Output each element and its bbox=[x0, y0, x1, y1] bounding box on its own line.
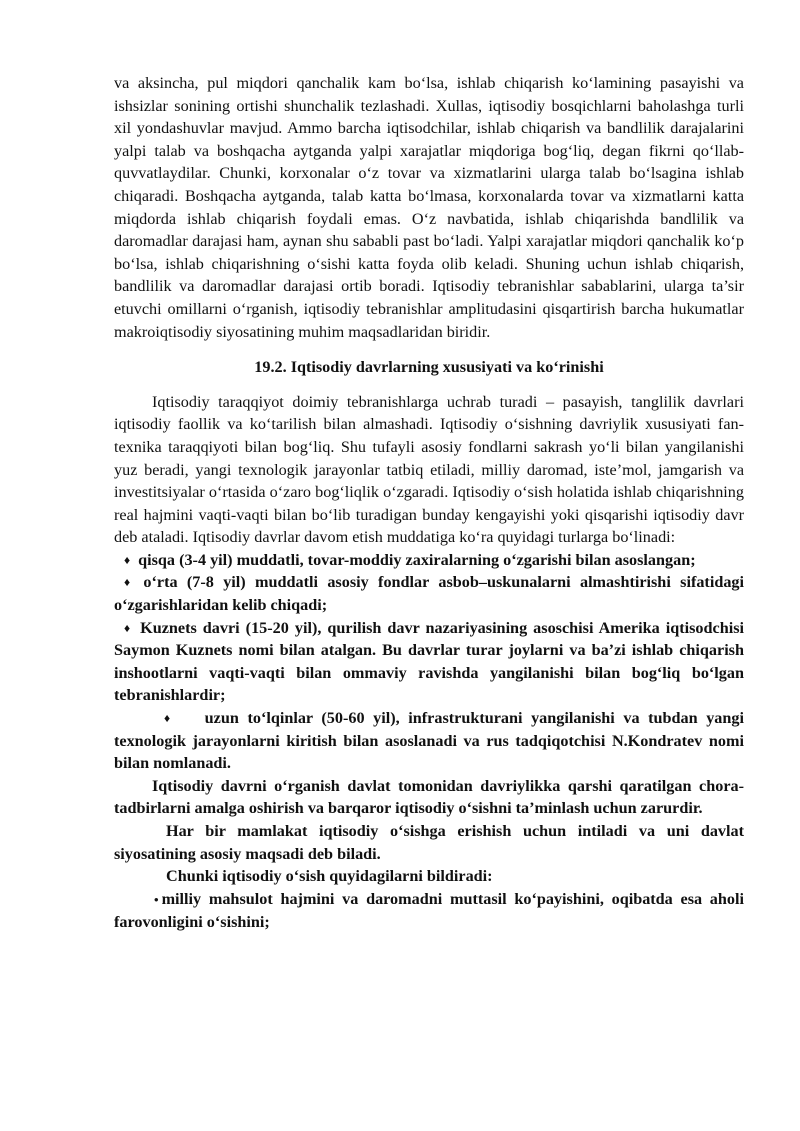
diamond-bullet-icon: ♦ bbox=[164, 711, 175, 726]
document-page bbox=[114, 72, 744, 934]
list-item-text: qisqa (3-4 yil) muddatli, tovar-moddiy zaxiralarning o‘zgarishi bilan asoslangan; bbox=[138, 550, 696, 569]
body-paragraph-5: Chunki iqtisodiy o‘sish quyidagilarni bildiradi: bbox=[166, 867, 493, 886]
body-paragraph-2: Iqtisodiy taraqqiyot doimiy tebranishlarga uchrab turadi – pasayish, tanglilik davrlari iqtisodiy faollik va ko‘tarilish bilan almashadi. Iqtisodiy o‘sishning davriylik xususiyati fan-texnika taraqqiyoti bilan bog‘liq. Shu tufayli asosiy fondlarni sakrash yo‘li bilan yangilanishi yuz beradi, yangi texnologik jarayonlar tatbiq etiladi, milliy daromad, iste’mol, jamgarish va investitsiyalar o‘rtasida o‘zaro bog‘liqlik o‘zgaradi. Iqtisodiy o‘sish holatida ishlab chiqarishning real hajmini vaqti-vaqti bilan bo‘lib turadigan bunday kengayishi yoki qisqarishi iqtisodiy davr deb ataladi. Iqtisodiy davrlar davom etish muddatiga ko‘ra quyidagi turlarga bo‘linadi: bbox=[114, 392, 744, 547]
body-paragraph-4: Har bir mamlakat iqtisodiy o‘sishga erishish uchun intiladi va uni davlat siyosatining asosiy maqsadi deb biladi. bbox=[114, 822, 744, 863]
list-item bbox=[114, 549, 744, 572]
list-item-text: Kuznets davri (15-20 yil), qurilish davr nazariyasining asoschisi Amerika iqtisodchisi Saymon Kuznets nomi bilan atalgan. Bu davrlar turar joylarni va ba’zi ishlab chiqarish inshootlarni vaqti-vaqti bilan ommaviy ravishda yangilanishi bilan bog‘liq bo‘lgan tebranishlardir; bbox=[114, 618, 745, 705]
list-item bbox=[114, 707, 744, 775]
diamond-bullet-icon: ♦ bbox=[124, 575, 136, 590]
dot-bullet-icon: • bbox=[154, 891, 159, 907]
body-paragraph-1: va aksincha, pul miqdori qanchalik kam bo‘lsa, ishlab chiqarish ko‘lamining pasayishi va ishsizlar sonining ortishi shunchalik tezlashadi. Xullas, iqtisodiy bosqichlarni baholashga turli xil yondashuvlar mavjud. Ammo barcha iqtisodchilar, ishlab chiqarish va bandlilik darajalarini yalpi talab va boshqacha aytganda yalpi xarajatlar miqdoriga bog‘liq, degan fikrni qo‘llab-quvvatlaydilar. Chunki, korxonalar o‘z tovar va xizmatlarini ularga talab bo‘lsagina ishlab chiqaradi. Boshqacha aytganda, talab katta bo‘lmasa, korxonalarda tovar va xizmatlarni katta miqdorda ishlab chiqarish foydali emas. O‘z navbatida, ishlab chiqarishda bandlilik va daromadlar darajasi ham, aynan shu sababli past bo‘ladi. Yalpi xarajatlar miqdori qanchalik ko‘p bo‘lsa, ishlab chiqarishning o‘sishi katta foyda olib keladi. Shuning uchun ishlab chiqarish, bandlilik va daromadlar darajasi ortib boradi. Iqtisodiy tebranishlar sabablarini, ularga ta’sir etuvchi omillarni o‘rganish, iqtisodiy tebranishlar amplitudasini qisqartirish barcha hukumatlar makroiqtisodiy siyosatining muhim maqsadlaridan biridir. bbox=[114, 74, 744, 341]
body-paragraph-3: Iqtisodiy davrni o‘rganish davlat tomonidan davriylikka qarshi qaratilgan chora-tadbirlarni amalga oshirish va barqaror iqtisodiy o‘sishni ta’minlash uchun zarurdir. bbox=[114, 776, 744, 818]
list-item bbox=[114, 888, 744, 934]
list-item-text: milliy mahsulot hajmini va daromadni muttasil ko‘payishini, oqibatda esa aholi farovonligini o‘sishini; bbox=[114, 889, 744, 932]
list-item bbox=[114, 571, 744, 616]
diamond-bullet-icon: ♦ bbox=[124, 552, 131, 567]
list-item bbox=[114, 617, 744, 707]
list-item-text: uzun to‘lqinlar (50-60 yil), infrastrukturani yangilanishi va tubdan yangi texnologik jarayonlarni kiritish bilan asoslanadi va rus tadqiqotchisi N.Kondratev nomi bilan nomlanadi. bbox=[114, 709, 744, 773]
list-item-text: o‘rta (7-8 yil) muddatli asosiy fondlar asbob–uskunalarni almashtirishi sifatidagi o‘zgarishlaridan kelib chiqadi; bbox=[114, 573, 745, 615]
section-heading: 19.2. Iqtisodiy davrlarning xususiyati va ko‘rinishi bbox=[254, 358, 604, 377]
diamond-bullet-icon: ♦ bbox=[124, 620, 133, 635]
